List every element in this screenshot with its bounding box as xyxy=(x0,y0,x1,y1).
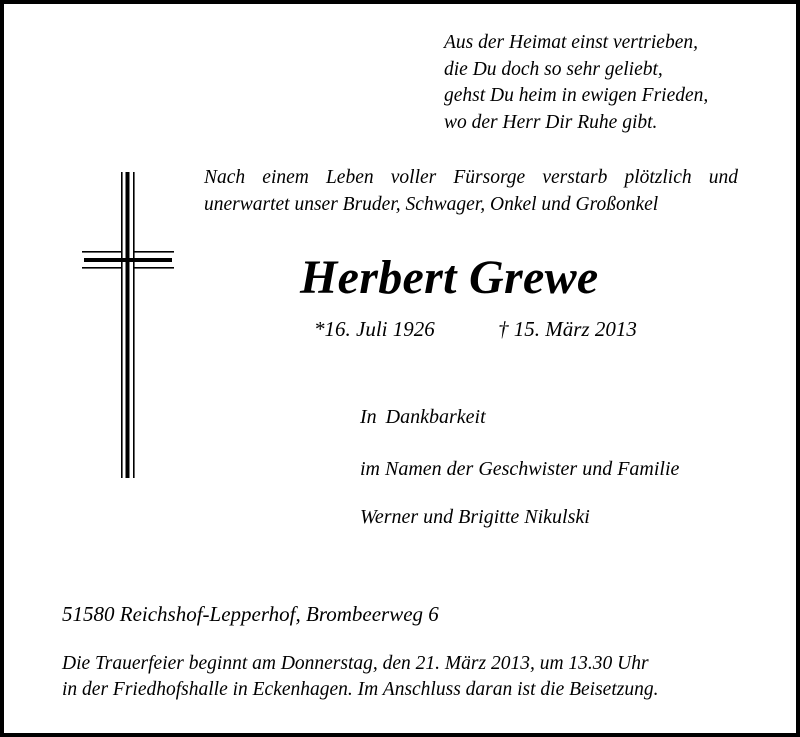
birth-date: *16. Juli 1926 xyxy=(314,317,435,341)
mourners-line: im Namen der Geschwister und Familie xyxy=(360,458,680,480)
poem-line: wo der Herr Dir Ruhe gibt. xyxy=(444,111,658,133)
intro-line: unerwartet unser Bruder, Schwager, Onkel und Großonkel xyxy=(204,194,659,215)
poem-line: die Du doch so sehr geliebt, xyxy=(444,58,663,80)
deceased-name: Herbert Grewe xyxy=(300,251,599,304)
ceremony-line: Die Trauerfeier beginnt am Donnerstag, den 21. März 2013, um 13.30 Uhr xyxy=(62,653,649,674)
mourners-names: Werner und Brigitte Nikulski xyxy=(360,506,590,528)
cross-icon xyxy=(82,172,174,478)
poem-line: Aus der Heimat einst vertrieben, xyxy=(444,32,698,53)
intro-text xyxy=(204,164,738,218)
ceremony-info xyxy=(62,651,658,703)
thanks-line: In Dankbarkeit xyxy=(360,406,486,428)
poem xyxy=(444,30,708,136)
poem-line: gehst Du heim in ewigen Frieden, xyxy=(444,85,709,106)
death-date: † 15. März 2013 xyxy=(498,317,637,341)
address: 51580 Reichshof-Lepperhof, Brombeerweg 6 xyxy=(62,602,439,626)
intro-line: Nach einem Leben voller Fürsorge verstarb plötzlich und xyxy=(204,167,738,188)
ceremony-line: in der Friedhofshalle in Eckenhagen. Im Anschluss daran ist die Beisetzung. xyxy=(62,679,659,700)
